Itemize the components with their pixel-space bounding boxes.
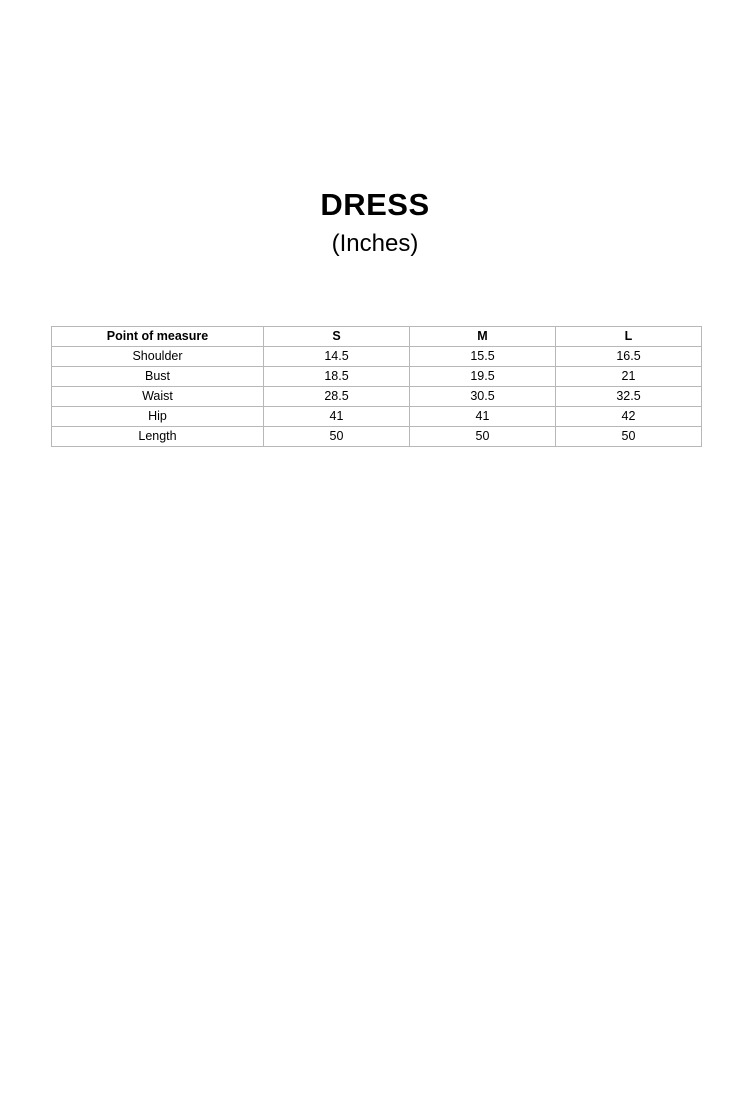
- size-chart-container: [51, 326, 701, 447]
- table-header-row: [52, 327, 702, 347]
- row-label: Bust: [52, 367, 264, 387]
- size-chart-table: [51, 326, 702, 447]
- cell-value: 41: [410, 407, 556, 427]
- column-header-s: S: [264, 327, 410, 347]
- row-label: Hip: [52, 407, 264, 427]
- cell-value: 16.5: [556, 347, 702, 367]
- cell-value: 19.5: [410, 367, 556, 387]
- row-label: Shoulder: [52, 347, 264, 367]
- cell-value: 41: [264, 407, 410, 427]
- cell-value: 50: [556, 427, 702, 447]
- cell-value: 14.5: [264, 347, 410, 367]
- table-row: [52, 427, 702, 447]
- table-row: [52, 347, 702, 367]
- row-label: Length: [52, 427, 264, 447]
- cell-value: 18.5: [264, 367, 410, 387]
- column-header-m: M: [410, 327, 556, 347]
- page-title: DRESS: [320, 187, 430, 222]
- cell-value: 21: [556, 367, 702, 387]
- column-header-l: L: [556, 327, 702, 347]
- page-subtitle: (Inches): [331, 230, 419, 258]
- cell-value: 50: [264, 427, 410, 447]
- table-row: [52, 407, 702, 427]
- column-header-point-of-measure: Point of measure: [52, 327, 264, 347]
- row-label: Waist: [52, 387, 264, 407]
- table-row: [52, 387, 702, 407]
- cell-value: 50: [410, 427, 556, 447]
- cell-value: 15.5: [410, 347, 556, 367]
- table-row: [52, 367, 702, 387]
- cell-value: 32.5: [556, 387, 702, 407]
- cell-value: 42: [556, 407, 702, 427]
- cell-value: 28.5: [264, 387, 410, 407]
- title-block: [0, 188, 750, 258]
- cell-value: 30.5: [410, 387, 556, 407]
